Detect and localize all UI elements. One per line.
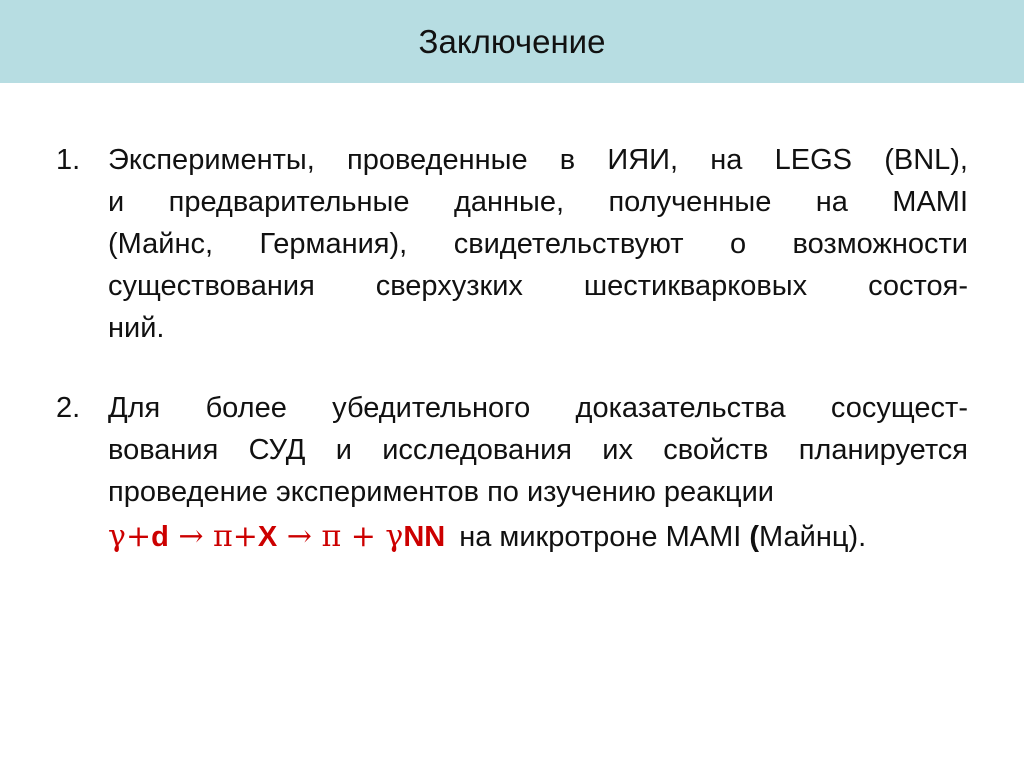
gamma-symbol: γ	[108, 519, 126, 554]
arrow-symbol: →	[168, 519, 214, 554]
reaction-suffix: на микротроне MAMI	[459, 521, 742, 553]
item-1-line-2: и предварительные данные, полученные на MAMI	[108, 186, 968, 218]
arrow-symbol: →	[277, 519, 322, 554]
item-2-line-1: Для более убедительного доказательства сосущест-	[108, 392, 968, 424]
item-1-line-5: ний.	[108, 312, 165, 344]
plus-symbol: +	[232, 519, 258, 554]
list-number: 2.	[56, 392, 81, 424]
item-1-line-1: Эксперименты, проведенные в ИЯИ, на LEGS (BNL),	[108, 144, 968, 176]
item-2-line-3: проведение экспериментов по изучению реакции	[108, 476, 774, 508]
item-1-line-4: существования сверхузких шестикварковых состоя-	[108, 270, 968, 302]
pi-symbol: π	[321, 519, 342, 554]
pi-symbol: π	[213, 519, 233, 554]
paren-open: (	[741, 521, 760, 553]
item-2-line-2: вования СУД и исследования их свойств планируется	[108, 434, 968, 466]
deuteron-label: d	[151, 521, 169, 553]
nn-label: NN	[403, 521, 446, 553]
reaction-line	[108, 515, 866, 559]
plus-symbol: +	[125, 519, 152, 554]
reaction-formula	[108, 519, 445, 554]
list-number: 1.	[56, 144, 81, 176]
plus-symbol: +	[341, 519, 386, 554]
x-label: X	[257, 521, 278, 553]
item-1-line-3: (Майнс, Германия), свидетельствуют о возможности	[108, 228, 968, 260]
gamma-symbol: γ	[385, 519, 404, 554]
slide-title: Заключение	[418, 22, 606, 60]
reaction-place: Майнц).	[759, 521, 867, 553]
